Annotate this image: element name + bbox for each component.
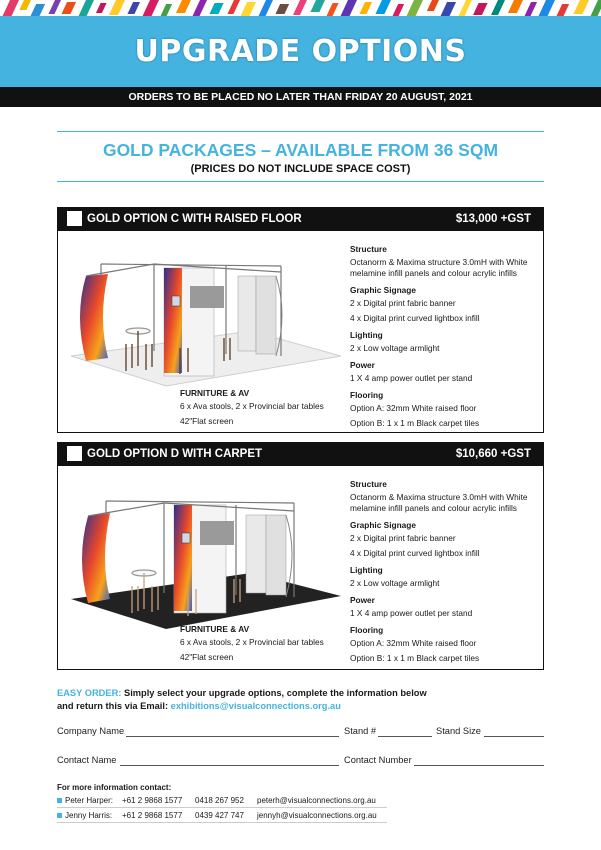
stand-number-label: Stand #: [344, 726, 377, 736]
spec-line: Option A: 32mm White raised floor: [350, 638, 477, 648]
spec-heading: Graphic Signage: [350, 285, 416, 295]
contact-email[interactable]: jennyh@visualconnections.org.au: [257, 811, 377, 820]
stand-number-field[interactable]: [378, 736, 432, 737]
option-checkbox[interactable]: [67, 446, 82, 461]
page-title: UPGRADE OPTIONS: [134, 34, 467, 69]
option-price: $13,000 +GST: [455, 213, 531, 225]
spec-line: 4 x Digital print curved lightbox infill: [350, 548, 480, 558]
contact-phone: +61 2 9868 1577: [122, 811, 183, 820]
spec-line: 2 x Digital print fabric banner: [350, 298, 456, 308]
divider: [57, 131, 544, 132]
option-price: $10,660 +GST: [455, 448, 531, 460]
bullet-square-icon: [57, 813, 62, 818]
spec-line: 2 x Digital print fabric banner: [350, 533, 456, 543]
spec-heading: Structure: [350, 244, 387, 254]
option-title: GOLD OPTION C WITH RAISED FLOOR: [87, 213, 302, 225]
spec-line: 1 X 4 amp power outlet per stand: [350, 373, 473, 383]
spec-line: Octanorm & Maxima structure 3.0mH with White melamine infill panels and colour acrylic infills: [350, 257, 528, 278]
option-header: [58, 443, 543, 466]
easy-order-text: [57, 687, 427, 713]
spec-line: 4 x Digital print curved lightbox infill: [350, 313, 480, 323]
spec-line: Option B: 1 x 1 m Black carpet tiles: [350, 653, 480, 663]
furniture-line: 6 x Ava stools, 2 x Provincial bar tables: [180, 401, 324, 411]
stand-size-field[interactable]: [484, 736, 544, 737]
contact-name-label: Contact Name: [57, 755, 117, 765]
contact-name: Peter Harper:: [65, 796, 114, 805]
spec-heading: Power: [350, 360, 375, 370]
spec-line: 1 X 4 amp power outlet per stand: [350, 608, 473, 618]
spec-heading: Power: [350, 595, 375, 605]
option-specs: [350, 479, 540, 668]
contact-email[interactable]: peterh@visualconnections.org.au: [257, 796, 376, 805]
company-name-label: Company Name: [57, 726, 125, 736]
return-instruction: and return this via Email:: [57, 701, 171, 711]
contact-mobile: 0439 427 747: [195, 811, 244, 820]
packages-subheading: (PRICES DO NOT INCLUDE SPACE COST): [190, 163, 411, 175]
easy-order-instruction: Simply select your upgrade options, complete the information below: [121, 688, 427, 698]
furniture-line: 42"Flat screen: [180, 416, 234, 426]
furniture-line: 6 x Ava stools, 2 x Provincial bar tables: [180, 637, 324, 647]
contact-name-field[interactable]: [120, 765, 339, 766]
furniture-block: [180, 624, 350, 667]
contact-mobile: 0418 267 952: [195, 796, 244, 805]
confetti-strip: [0, 0, 601, 16]
spec-heading: Structure: [350, 479, 387, 489]
spec-heading: Lighting: [350, 565, 383, 575]
booth-render-image: [66, 236, 346, 396]
furniture-heading: FURNITURE & AV: [180, 388, 250, 398]
easy-order-label: EASY ORDER:: [57, 688, 122, 698]
bullet-square-icon: [57, 798, 62, 803]
deadline-bar: ORDERS TO BE PLACED NO LATER THAN FRIDAY 20 AUGUST, 2021: [0, 87, 601, 107]
contact-number-label: Contact Number: [344, 755, 412, 765]
spec-line: Option B: 1 x 1 m Black carpet tiles: [350, 418, 480, 428]
furniture-line: 42"Flat screen: [180, 652, 234, 662]
company-name-field[interactable]: [126, 736, 339, 737]
stand-size-label: Stand Size: [436, 726, 481, 736]
contact-name: Jenny Harris:: [65, 811, 113, 820]
furniture-block: [180, 388, 350, 431]
contact-row: [57, 794, 387, 808]
contact-heading: For more information contact:: [57, 783, 172, 792]
spec-heading: Flooring: [350, 390, 384, 400]
divider: [57, 181, 544, 182]
spec-heading: Lighting: [350, 330, 383, 340]
option-checkbox[interactable]: [67, 211, 82, 226]
contact-number-field[interactable]: [414, 765, 544, 766]
option-header: [58, 208, 543, 231]
spec-line: Octanorm & Maxima structure 3.0mH with White melamine infill panels and colour acrylic infills: [350, 492, 528, 513]
furniture-heading: FURNITURE & AV: [180, 624, 250, 634]
option-specs: [350, 244, 540, 433]
spec-heading: Graphic Signage: [350, 520, 416, 530]
spec-line: 2 x Low voltage armlight: [350, 343, 440, 353]
option-card-c: [57, 207, 544, 433]
spec-line: Option A: 32mm White raised floor: [350, 403, 477, 413]
spec-line: 2 x Low voltage armlight: [350, 578, 440, 588]
spec-heading: Flooring: [350, 625, 384, 635]
contact-phone: +61 2 9868 1577: [122, 796, 183, 805]
option-card-d: [57, 442, 544, 670]
contact-row: [57, 809, 387, 823]
option-title: GOLD OPTION D WITH CARPET: [87, 448, 263, 460]
order-email-link[interactable]: exhibitions@visualconnections.org.au: [170, 701, 341, 711]
packages-heading: GOLD PACKAGES – AVAILABLE FROM 36 SQM: [102, 140, 499, 160]
booth-render-image: [66, 471, 346, 636]
